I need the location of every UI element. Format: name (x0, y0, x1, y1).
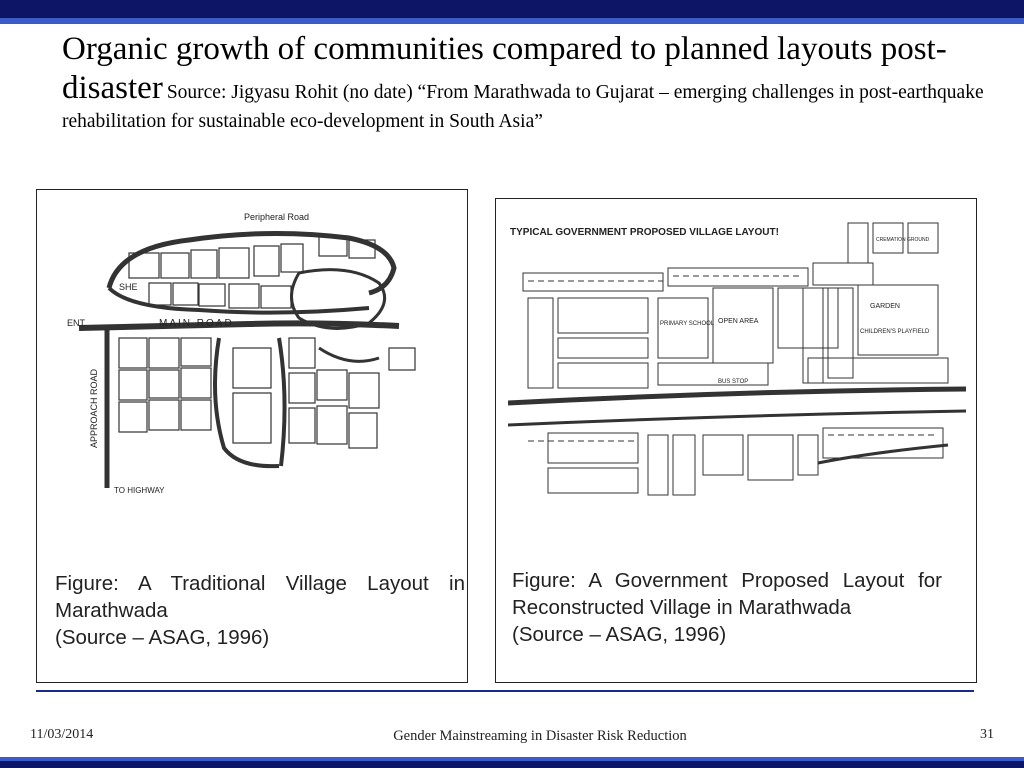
government-layout-figure (495, 198, 977, 683)
to-highway-label: TO HIGHWAY (114, 486, 165, 495)
page-number: 31 (980, 727, 994, 742)
open-area-label: OPEN AREA (718, 318, 759, 325)
school-label: PRIMARY SCHOOL (660, 321, 715, 327)
government-village-map (508, 213, 966, 513)
title-main: Organic growth of communities compared to planned layouts post-disaster (62, 31, 947, 106)
she-label: SHE (119, 282, 138, 292)
traditional-village-map (49, 198, 453, 498)
peripheral-road-label: Peripheral Road (244, 212, 310, 222)
playfield-label: CHILDREN'S PLAYFIELD (860, 329, 930, 335)
approach-road-label: APPROACH ROAD (89, 368, 99, 448)
right-caption (512, 567, 942, 648)
left-caption-source: (Source – ASAG, 1996) (55, 626, 270, 649)
left-caption-text: Figure: A Traditional Village Layout in Marathwada (55, 572, 465, 622)
title-source: Source: Jigyasu Rohit (no date) “From Marathwada to Gujarat – emerging challenges in post-earthquake rehabilitation for sustainable eco-development in South Asia” (62, 81, 984, 132)
slide-title (62, 30, 1007, 135)
ent-label: ENT. (67, 318, 87, 328)
traditional-layout-figure (36, 189, 468, 683)
top-banner-accent (0, 18, 1024, 24)
gov-map-heading: TYPICAL GOVERNMENT PROPOSED VILLAGE LAYOUT! (510, 227, 779, 238)
garden-label: GARDEN (870, 303, 900, 310)
footer-title: Gender Mainstreaming in Disaster Risk Reduction (393, 728, 687, 744)
footer-date: 11/03/2014 (30, 727, 94, 742)
right-caption-source: (Source – ASAG, 1996) (512, 623, 727, 646)
footer-rule (36, 690, 974, 692)
left-caption (55, 570, 465, 651)
bus-stop-label: BUS STOP (718, 379, 749, 385)
main-road-label: MAIN ROAD (159, 318, 234, 329)
bottom-banner-accent (0, 757, 1024, 761)
cremation-label: CREMATION GROUND (876, 237, 930, 243)
right-caption-text: Figure: A Government Proposed Layout for Reconstructed Village in Marathwada (512, 569, 942, 619)
